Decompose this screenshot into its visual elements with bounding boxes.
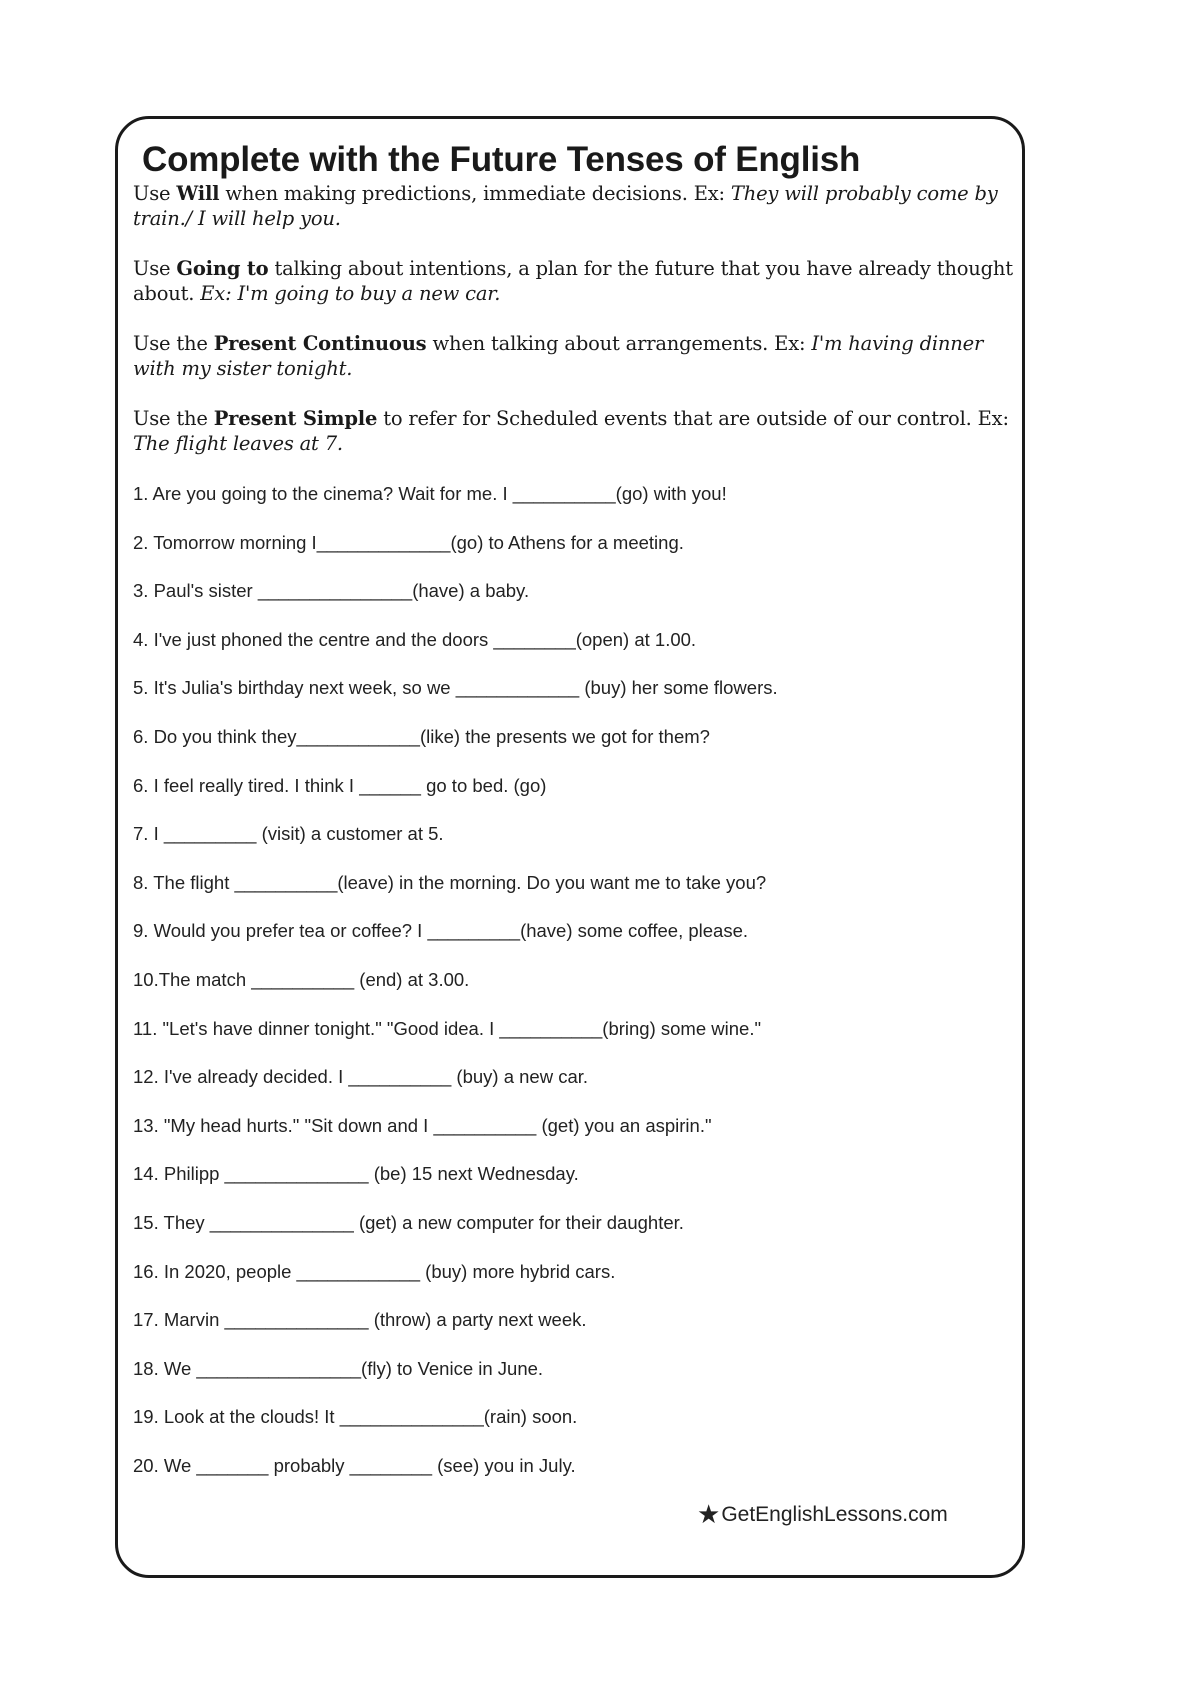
- exercise-item: 6. I feel really tired. I think I ______ go to bed. (go): [133, 774, 547, 796]
- site-credit: [697, 1500, 948, 1529]
- exercise-item: 2. Tomorrow morning I_____________(go) to Athens for a meeting.: [133, 531, 684, 553]
- rule-example: I'm having dinner with my sister tonight.: [133, 332, 984, 380]
- rule-example: The flight leaves at 7.: [133, 432, 343, 455]
- rule-term: Present Continuous: [213, 332, 427, 355]
- exercise-item: 14. Philipp ______________ (be) 15 next Wednesday.: [133, 1163, 579, 1185]
- rule-present-continuous: Use the Present Continuous when talking about arrangements. Ex: I'm having dinner with my sister tonight.: [133, 332, 984, 380]
- exercise-item: 7. I _________ (visit) a customer at 5.: [133, 823, 444, 845]
- worksheet-title: Complete with the Future Tenses of English: [142, 140, 861, 179]
- exercise-item: 1. Are you going to the cinema? Wait for me. I __________(go) with you!: [133, 483, 727, 504]
- star-icon: ★: [697, 1499, 721, 1529]
- exercise-item: 20. We _______ probably ________ (see) you in July.: [133, 1454, 576, 1476]
- exercise-item: 11. "Let's have dinner tonight." "Good idea. I __________(bring) some wine.": [133, 1017, 762, 1039]
- exercise-item: 3. Paul's sister _______________(have) a baby.: [133, 580, 530, 602]
- rule-term: Going to: [176, 257, 269, 280]
- exercise-item: 13. "My head hurts." "Sit down and I __________ (get) you an aspirin.": [133, 1114, 712, 1136]
- site-name: GetEnglishLessons.com: [721, 1503, 948, 1526]
- rule-term: Will: [176, 182, 220, 205]
- rule-term: Present Simple: [213, 407, 378, 430]
- exercise-item: 9. Would you prefer tea or coffee? I _________(have) some coffee, please.: [133, 920, 749, 942]
- exercise-item: 15. They ______________ (get) a new computer for their daughter.: [133, 1211, 684, 1233]
- exercise-item: 8. The flight __________(leave) in the morning. Do you want me to take you?: [133, 871, 767, 893]
- exercise-item: 18. We ________________(fly) to Venice in June.: [133, 1357, 544, 1379]
- exercise-list: [133, 482, 778, 1502]
- exercise-item: 19. Look at the clouds! It ______________(rain) soon.: [133, 1406, 578, 1428]
- rule-example: They will probably come by train./ I will help you.: [133, 182, 998, 230]
- rule-example: Ex: I'm going to buy a new car.: [200, 282, 501, 305]
- exercise-item: 12. I've already decided. I __________ (buy) a new car.: [133, 1066, 589, 1088]
- exercise-item: 6. Do you think they____________(like) the presents we got for them?: [133, 725, 710, 747]
- rule-going-to: Use Going to talking about intentions, a plan for the future that you have already thought about. Ex: I'm going to buy a new car.: [133, 257, 1013, 305]
- exercise-item: 17. Marvin ______________ (throw) a party next week.: [133, 1309, 587, 1331]
- rule-present-simple: Use the Present Simple to refer for Scheduled events that are outside of our control. Ex: The flight leaves at 7.: [133, 407, 1009, 455]
- exercise-item: 5. It's Julia's birthday next week, so we ____________ (buy) her some flowers.: [133, 677, 778, 699]
- exercise-item: 10.The match __________ (end) at 3.00.: [133, 968, 470, 990]
- exercise-item: 4. I've just phoned the centre and the doors ________(open) at 1.00.: [133, 628, 697, 650]
- exercise-item: 16. In 2020, people ____________ (buy) more hybrid cars.: [133, 1260, 616, 1282]
- rule-will: Use Will when making predictions, immediate decisions. Ex: They will probably come by train./ I will help you.: [133, 182, 998, 230]
